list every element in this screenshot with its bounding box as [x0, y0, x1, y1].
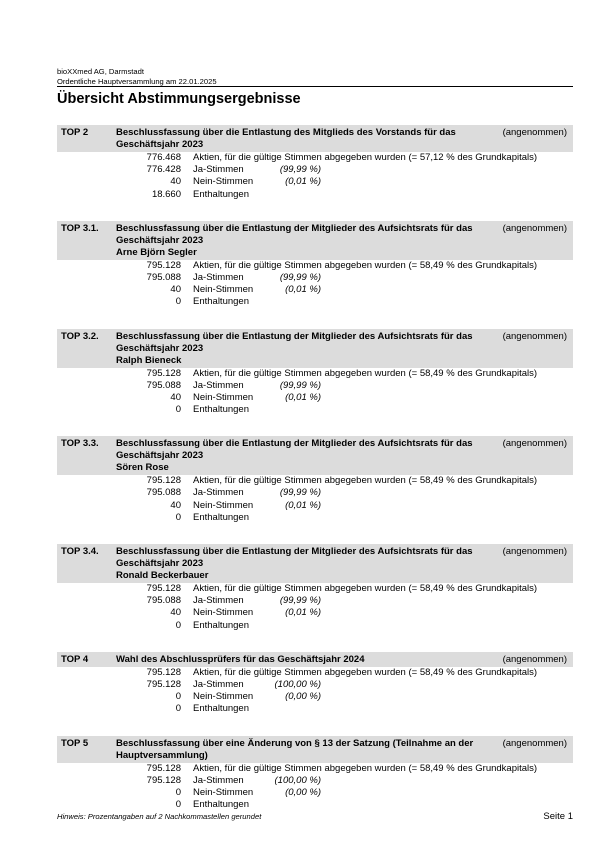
vote-count: 795.128 — [146, 259, 181, 271]
vote-count: 795.088 — [146, 379, 181, 391]
vote-label: Nein-Stimmen — [193, 176, 254, 188]
vote-label: Enthaltungen — [193, 188, 249, 200]
agenda-item — [57, 652, 573, 716]
vote-count: 795.128 — [146, 762, 181, 774]
agenda-item-header — [57, 736, 573, 763]
agenda-item-number: TOP 3.4. — [61, 546, 99, 557]
vote-label: Nein-Stimmen — [193, 499, 254, 511]
vote-row — [57, 392, 573, 404]
vote-count: 795.088 — [146, 595, 181, 607]
vote-label: Nein-Stimmen — [193, 691, 254, 703]
vote-row — [57, 595, 573, 607]
vote-count: 0 — [175, 703, 181, 715]
agenda-item-number: TOP 3.3. — [61, 438, 99, 450]
vote-percentage: (99,99 %) — [279, 164, 321, 176]
agenda-list — [57, 125, 573, 831]
agenda-item-status: (angenommen) — [502, 127, 567, 138]
vote-row — [57, 691, 573, 703]
agenda-item-header — [57, 125, 573, 152]
vote-count: 18.660 — [151, 188, 181, 200]
vote-row — [57, 368, 573, 380]
agenda-item-title: Wahl des Abschlussprüfers für das Geschäftsjahr 2024 — [116, 653, 365, 665]
agenda-item-number: TOP 4 — [61, 653, 89, 665]
vote-row — [57, 164, 573, 176]
vote-label: Ja-Stimmen — [193, 271, 244, 283]
vote-label: Aktien, für die gültige Stimmen abgegeben wurden (= 58,49 % des Grundkapitals) — [193, 762, 538, 774]
vote-label: Aktien, für die gültige Stimmen abgegeben wurden (= 58,49 % des Grundkapitals) — [193, 666, 538, 678]
vote-count: 795.088 — [146, 271, 181, 283]
agenda-item-person: Ralph Bieneck — [116, 354, 182, 366]
vote-label: Ja-Stimmen — [193, 487, 244, 499]
vote-percentage: (0,01 %) — [285, 284, 321, 296]
vote-count: 0 — [175, 619, 181, 631]
agenda-item-number: TOP 2 — [61, 127, 89, 138]
agenda-item-number: TOP 3.2. — [61, 330, 99, 342]
vote-label: Enthaltungen — [193, 511, 249, 523]
header-rule — [57, 86, 573, 87]
vote-label: Aktien, für die gültige Stimmen abgegeben wurden (= 58,49 % des Grundkapitals) — [193, 475, 538, 487]
vote-label: Ja-Stimmen — [193, 595, 244, 607]
agenda-item-status: (angenommen) — [502, 546, 567, 557]
vote-count: 0 — [175, 799, 181, 811]
vote-count: 795.128 — [146, 583, 181, 594]
agenda-item — [57, 436, 573, 524]
vote-row — [57, 487, 573, 499]
vote-count: 776.428 — [146, 164, 181, 176]
vote-row — [57, 500, 573, 512]
agenda-item-status: (angenommen) — [502, 330, 567, 342]
vote-percentage: (99,99 %) — [279, 271, 321, 283]
vote-row — [57, 607, 573, 619]
vote-row — [57, 763, 573, 775]
vote-label: Nein-Stimmen — [193, 284, 254, 296]
vote-row — [57, 703, 573, 715]
agenda-item-title: Beschlussfassung über die Entlastung des Mitglieds des Vorstands für das Geschäftsjahr 2023 — [116, 127, 456, 150]
vote-row — [57, 620, 573, 632]
vote-label: Nein-Stimmen — [193, 607, 254, 619]
company-name: bioXXmed AG, Darmstadt — [57, 67, 144, 76]
agenda-item-title: Beschlussfassung über die Entlastung der Mitglieder des Aufsichtsrats für das Geschäftsjahr 2023 — [116, 438, 473, 462]
vote-percentage: (99,99 %) — [279, 487, 321, 499]
agenda-item-status: (angenommen) — [502, 438, 567, 450]
vote-label: Enthaltungen — [193, 799, 249, 811]
vote-percentage: (0,01 %) — [285, 499, 321, 511]
vote-percentage: (0,01 %) — [285, 607, 321, 619]
vote-row — [57, 583, 573, 595]
vote-count: 795.128 — [146, 367, 181, 379]
agenda-item-header — [57, 652, 573, 667]
vote-percentage: (99,99 %) — [279, 595, 321, 607]
document-header — [57, 67, 217, 87]
vote-row — [57, 679, 573, 691]
agenda-item-title: Beschlussfassung über die Entlastung der Mitglieder des Aufsichtsrats für das Geschäftsjahr 2023 — [116, 330, 473, 354]
vote-count: 40 — [170, 391, 181, 403]
vote-percentage: (0,00 %) — [285, 691, 321, 703]
agenda-item-header — [57, 544, 573, 583]
vote-count: 795.128 — [146, 774, 181, 786]
agenda-item — [57, 125, 573, 201]
vote-label: Ja-Stimmen — [193, 774, 244, 786]
vote-label: Nein-Stimmen — [193, 786, 254, 798]
agenda-item-status: (angenommen) — [502, 222, 567, 234]
agenda-item-header — [57, 221, 573, 260]
agenda-item-header — [57, 436, 573, 475]
vote-percentage: (0,01 %) — [285, 176, 321, 188]
vote-count: 0 — [175, 511, 181, 523]
agenda-item-number: TOP 3.1. — [61, 222, 99, 234]
vote-row — [57, 475, 573, 487]
agenda-item-header — [57, 329, 573, 368]
agenda-item-person: Sören Rose — [116, 462, 169, 474]
agenda-item-person: Arne Björn Segler — [116, 246, 197, 258]
vote-row — [57, 176, 573, 188]
agenda-item-status: (angenommen) — [502, 653, 567, 665]
agenda-item — [57, 544, 573, 632]
vote-count: 795.128 — [146, 678, 181, 690]
agenda-item — [57, 736, 573, 812]
vote-label: Aktien, für die gültige Stimmen abgegeben wurden (= 58,49 % des Grundkapitals) — [193, 259, 538, 271]
vote-count: 795.128 — [146, 666, 181, 678]
vote-label: Nein-Stimmen — [193, 391, 254, 403]
agenda-item-title: Beschlussfassung über die Entlastung der Mitglieder des Aufsichtsrats für das Geschäftsjahr 2023 — [116, 546, 473, 569]
vote-count: 40 — [170, 499, 181, 511]
vote-row — [57, 152, 573, 164]
vote-count: 40 — [170, 176, 181, 188]
vote-percentage: (0,01 %) — [285, 391, 321, 403]
vote-count: 776.468 — [146, 152, 181, 163]
vote-percentage: (0,00 %) — [285, 786, 321, 798]
vote-row — [57, 189, 573, 201]
vote-label: Ja-Stimmen — [193, 379, 244, 391]
vote-row — [57, 404, 573, 416]
vote-row — [57, 787, 573, 799]
rounding-note: Hinweis: Prozentangaben auf 2 Nachkommastellen gerundet — [57, 812, 262, 821]
agenda-item — [57, 221, 573, 309]
vote-row — [57, 272, 573, 284]
vote-row — [57, 260, 573, 272]
agenda-item-number: TOP 5 — [61, 737, 89, 749]
agenda-item-title: Beschlussfassung über die Entlastung der Mitglieder des Aufsichtsrats für das Geschäftsjahr 2023 — [116, 222, 473, 246]
vote-label: Enthaltungen — [193, 404, 249, 416]
vote-label: Enthaltungen — [193, 296, 249, 308]
vote-count: 0 — [175, 786, 181, 798]
page-title: Übersicht Abstimmungsergebnisse — [57, 91, 301, 107]
vote-percentage: (100,00 %) — [274, 774, 321, 786]
meeting-name: Ordentliche Hauptversammlung am 22.01.2025 — [57, 77, 217, 86]
vote-count: 795.088 — [146, 487, 181, 499]
vote-row — [57, 667, 573, 679]
agenda-item-title: Beschlussfassung über eine Änderung von § 13 der Satzung (Teilnahme an der Hauptversammlung) — [116, 737, 474, 761]
vote-count: 40 — [170, 284, 181, 296]
vote-label: Aktien, für die gültige Stimmen abgegeben wurden (= 58,49 % des Grundkapitals) — [193, 367, 538, 379]
vote-count: 0 — [175, 404, 181, 416]
vote-label: Ja-Stimmen — [193, 164, 244, 176]
vote-label: Aktien, für die gültige Stimmen abgegeben wurden (= 57,12 % des Grundkapitals) — [193, 152, 538, 163]
vote-row — [57, 775, 573, 787]
vote-label: Enthaltungen — [193, 619, 249, 631]
vote-label: Ja-Stimmen — [193, 678, 244, 690]
vote-row — [57, 799, 573, 811]
vote-count: 0 — [175, 296, 181, 308]
agenda-item — [57, 329, 573, 417]
vote-percentage: (100,00 %) — [274, 678, 321, 690]
page-number: Seite 1 — [543, 811, 573, 822]
vote-percentage: (99,99 %) — [279, 379, 321, 391]
vote-count: 795.128 — [146, 475, 181, 487]
agenda-item-person: Ronald Beckerbauer — [116, 570, 209, 581]
agenda-item-status: (angenommen) — [502, 737, 567, 749]
vote-label: Enthaltungen — [193, 703, 249, 715]
vote-count: 0 — [175, 691, 181, 703]
vote-row — [57, 296, 573, 308]
vote-row — [57, 284, 573, 296]
vote-row — [57, 512, 573, 524]
vote-count: 40 — [170, 607, 181, 619]
vote-row — [57, 380, 573, 392]
vote-label: Aktien, für die gültige Stimmen abgegeben wurden (= 58,49 % des Grundkapitals) — [193, 583, 538, 594]
